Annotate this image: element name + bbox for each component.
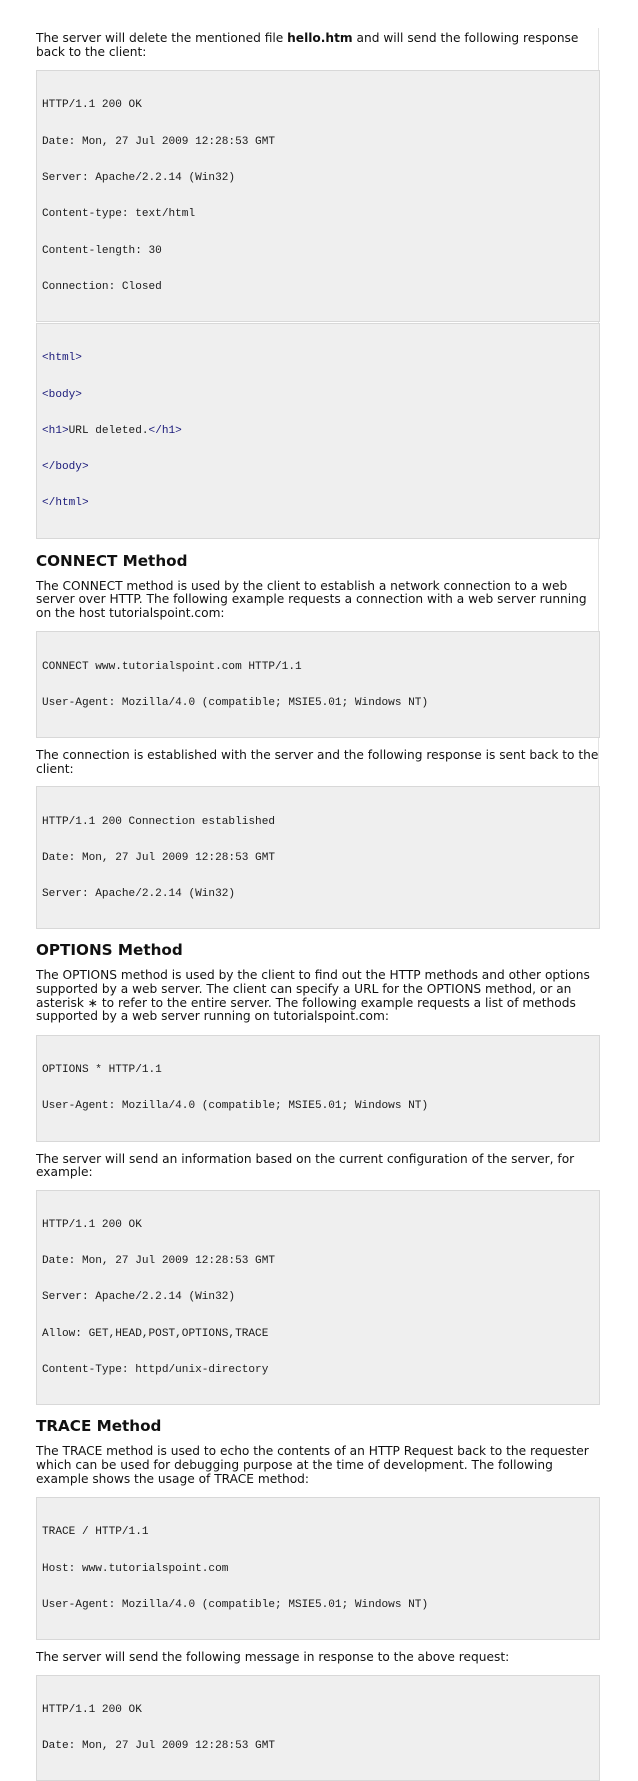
html-tag: <body> xyxy=(42,388,82,401)
code-line: Content-type: text/html xyxy=(42,208,196,221)
delete-response-headers-block xyxy=(36,70,600,322)
trace-heading: TRACE Method xyxy=(36,1417,162,1436)
code-line: Connection: Closed xyxy=(42,280,162,293)
delete-response-html-block xyxy=(36,323,600,539)
trace-request-block xyxy=(36,1497,600,1640)
code-line: Date: Mon, 27 Jul 2009 12:28:53 GMT xyxy=(42,851,276,864)
delete-intro-after: and will send the following response back to the client: xyxy=(36,31,579,59)
code-line xyxy=(42,461,594,473)
connect-request-block xyxy=(36,631,600,738)
html-tag: </body> xyxy=(42,461,89,474)
code-line: HTTP/1.1 200 OK xyxy=(42,1703,142,1716)
connect-description: The CONNECT method is used by the client to establish a network connection to a web server over HTTP. The following example requests a connection with a web server running on the host tutorialspoint.com: xyxy=(36,578,587,620)
code-line xyxy=(42,497,594,509)
options-response-intro: The server will send an information based on the current configuration of the server, for example: xyxy=(36,1151,575,1180)
delete-response-intro xyxy=(36,32,600,59)
options-description: The OPTIONS method is used by the client to find out the HTTP methods and other options supported by a web server. The client can specify a URL for the OPTIONS method, or an asterisk ∗ to refer to the entire server. The following example requests a list of methods supported by a web server running on tutorialspoint.com: xyxy=(36,968,590,1024)
code-line: TRACE / HTTP/1.1 xyxy=(42,1526,149,1539)
code-line: Server: Apache/2.2.14 (Win32) xyxy=(42,1291,236,1304)
html-tag: <h1> xyxy=(42,424,69,437)
connect-response-block xyxy=(36,786,600,929)
code-line: CONNECT www.tutorialspoint.com HTTP/1.1 xyxy=(42,660,302,673)
code-line: HTTP/1.1 200 OK xyxy=(42,1218,142,1231)
code-line xyxy=(42,389,594,401)
code-line: Content-length: 30 xyxy=(42,244,162,257)
options-heading: OPTIONS Method xyxy=(36,941,183,960)
code-line: User-Agent: Mozilla/4.0 (compatible; MSIE5.01; Windows NT) xyxy=(42,1598,429,1611)
code-line: User-Agent: Mozilla/4.0 (compatible; MSIE5.01; Windows NT) xyxy=(42,1100,429,1113)
code-line: User-Agent: Mozilla/4.0 (compatible; MSIE5.01; Windows NT) xyxy=(42,696,429,709)
code-line: OPTIONS * HTTP/1.1 xyxy=(42,1063,162,1076)
connect-heading: CONNECT Method xyxy=(36,551,188,570)
trace-description: The TRACE method is used to echo the contents of an HTTP Request back to the requester which can be used for debugging purpose at the time of development. The following example shows the usage of TRACE method: xyxy=(36,1444,589,1486)
code-line: Host: www.tutorialspoint.com xyxy=(42,1562,229,1575)
html-tag: </h1> xyxy=(148,424,182,437)
html-tag: </html> xyxy=(42,497,89,510)
code-line: Content-Type: httpd/unix-directory xyxy=(42,1364,269,1377)
options-request-block xyxy=(36,1035,600,1142)
delete-intro-before: The server will delete the mentioned file xyxy=(36,31,288,45)
code-line: Date: Mon, 27 Jul 2009 12:28:53 GMT xyxy=(42,135,276,148)
document-page xyxy=(36,32,600,1781)
code-line: HTTP/1.1 200 Connection established xyxy=(42,815,276,828)
code-line: Date: Mon, 27 Jul 2009 12:28:53 GMT xyxy=(42,1740,276,1753)
trace-response-intro: The server will send the following message in response to the above request: xyxy=(36,1650,510,1665)
code-line: HTTP/1.1 200 OK xyxy=(42,99,142,112)
code-line: Server: Apache/2.2.14 (Win32) xyxy=(42,888,236,901)
connect-response-intro: The connection is established with the server and the following response is sent back to the client: xyxy=(36,748,599,776)
html-tag: <html> xyxy=(42,352,82,365)
code-line: Server: Apache/2.2.14 (Win32) xyxy=(42,171,236,184)
html-text: URL deleted. xyxy=(68,424,149,437)
delete-intro-filename: hello.htm xyxy=(287,31,353,45)
code-line: Allow: GET,HEAD,POST,OPTIONS,TRACE xyxy=(42,1327,269,1340)
code-line: Date: Mon, 27 Jul 2009 12:28:53 GMT xyxy=(42,1255,276,1268)
trace-response-block xyxy=(36,1675,600,1781)
options-response-block xyxy=(36,1190,600,1406)
code-line xyxy=(42,352,594,364)
code-line xyxy=(42,425,594,437)
